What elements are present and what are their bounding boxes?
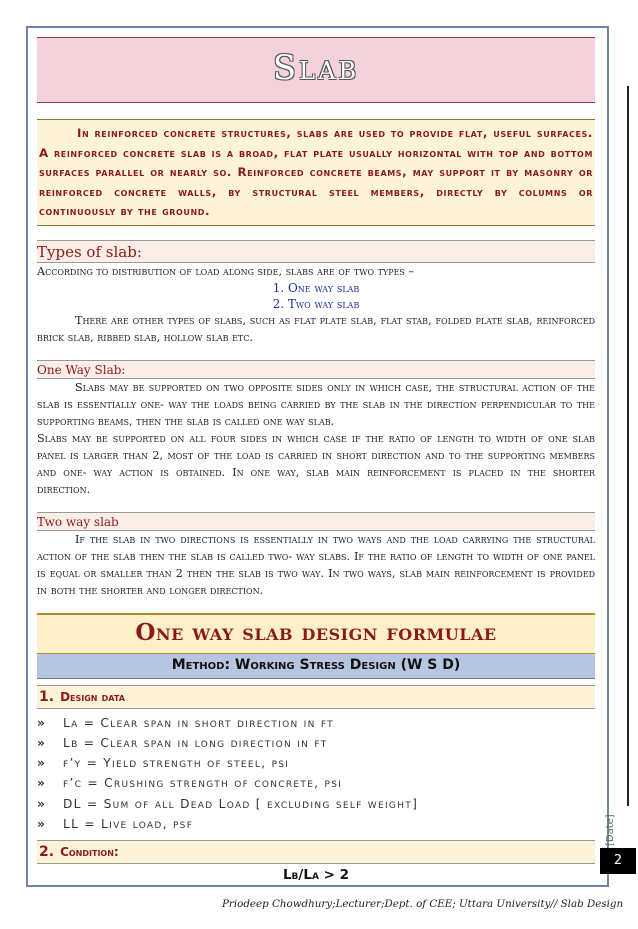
sidebar-rule [627, 86, 629, 806]
types-heading: Types of slab: [37, 240, 595, 263]
list-item-text: DL = Sum of all Dead Load [ excluding self weight] [63, 796, 419, 811]
method-bar [37, 654, 595, 679]
list-item-text: f’y = Yield strength of steel, psi [63, 756, 290, 771]
types-section [37, 263, 595, 346]
bullet-icon: » [37, 776, 47, 791]
step-label: Design data [60, 689, 125, 704]
list-item [37, 753, 595, 773]
two-way-section [37, 531, 595, 599]
page-footer: Priodeep Chowdhury;Lecturer;Dept. of CEE; Uttara University// Slab Design [222, 898, 624, 910]
list-item [37, 814, 595, 834]
list-item [37, 773, 595, 793]
method-label: Method: Working Stress Design (W S D) [171, 656, 461, 673]
design-data-list [37, 713, 595, 835]
types-list-item: 2. Two way slab [272, 296, 360, 311]
bullet-icon: » [37, 816, 47, 831]
types-lead: According to distribution of load along side, slabs are of two types – [37, 264, 415, 278]
bullet-icon: » [37, 715, 47, 730]
step-number: 1. [39, 688, 55, 705]
list-item [37, 713, 595, 733]
intro-paragraph: In reinforced concrete structures, slabs are used to provide flat, useful surfaces. A reinforced concrete slab is a broad, flat plate usually horizontal with top and bottom surfaces parallel or nearly so. Reinforced concrete beams, may support it by masonry or reinforced concrete walls, by structural steel members, directly by columns or continuously by the ground. [39, 126, 593, 218]
list-item [37, 733, 595, 753]
condition-formula: Lb/La > 2 [282, 867, 350, 884]
step-condition [37, 840, 595, 864]
types-list-item: 1. One way slab [272, 280, 360, 295]
intro-box [37, 119, 595, 226]
list-item-text: La = Clear span in short direction in ft [63, 715, 334, 730]
two-way-heading: Two way slab [37, 512, 595, 531]
one-way-para-1: Slabs may be supported on two opposite sides only in which case, the structural action of the slab is essentially one- way the loads being carried by the slab in the direction perpendicular to the supporting beams, then the slab is called one way slab. [37, 380, 595, 428]
date-placeholder: [Date] [605, 814, 616, 846]
one-way-heading: One Way Slab: [37, 360, 595, 379]
design-title: One way slab design formulae [135, 618, 497, 646]
title-banner [37, 37, 595, 103]
bullet-icon: » [37, 796, 47, 811]
step-number: 2. [39, 844, 55, 861]
page-number: 2 [600, 848, 636, 874]
bullet-icon: » [37, 756, 47, 771]
list-item [37, 794, 595, 814]
one-way-section [37, 379, 595, 498]
types-other: There are other types of slabs, such as flat plate slab, flat stab, folded plate slab, reinforced brick slab, ribbed slab, hollow slab etc. [37, 313, 595, 344]
step-label: Condition: [60, 845, 119, 860]
list-item-text: Lb = Clear span in long direction in ft [63, 735, 328, 750]
page-title: Slab [272, 48, 360, 88]
types-list [37, 280, 595, 312]
step-design-data [37, 685, 595, 709]
list-item-text: f’c = Crushing strength of concrete, psi [63, 776, 343, 791]
one-way-para-2: Slabs may be supported on all four sides in which case if the ratio of length to width of one slab panel is larger than 2, most of the load is carried in short direction and to the supporting members and one- way action is obtained. In one way, slab main reinforcement is placed in the shorter direction. [37, 431, 595, 496]
page-content [37, 37, 595, 883]
list-item-text: LL = Live load, psf [63, 816, 194, 831]
bullet-icon: » [37, 735, 47, 750]
two-way-para: If the slab in two directions is essentially in two ways and the load carrying the structural action of the slab then the slab is called two- way slabs. If the ratio of length to width of one panel is equal or smaller than 2 then the slab is two way. In two ways, slab main reinforcement is provided in both the shorter and longer direction. [37, 532, 595, 597]
design-title-banner [37, 613, 595, 654]
